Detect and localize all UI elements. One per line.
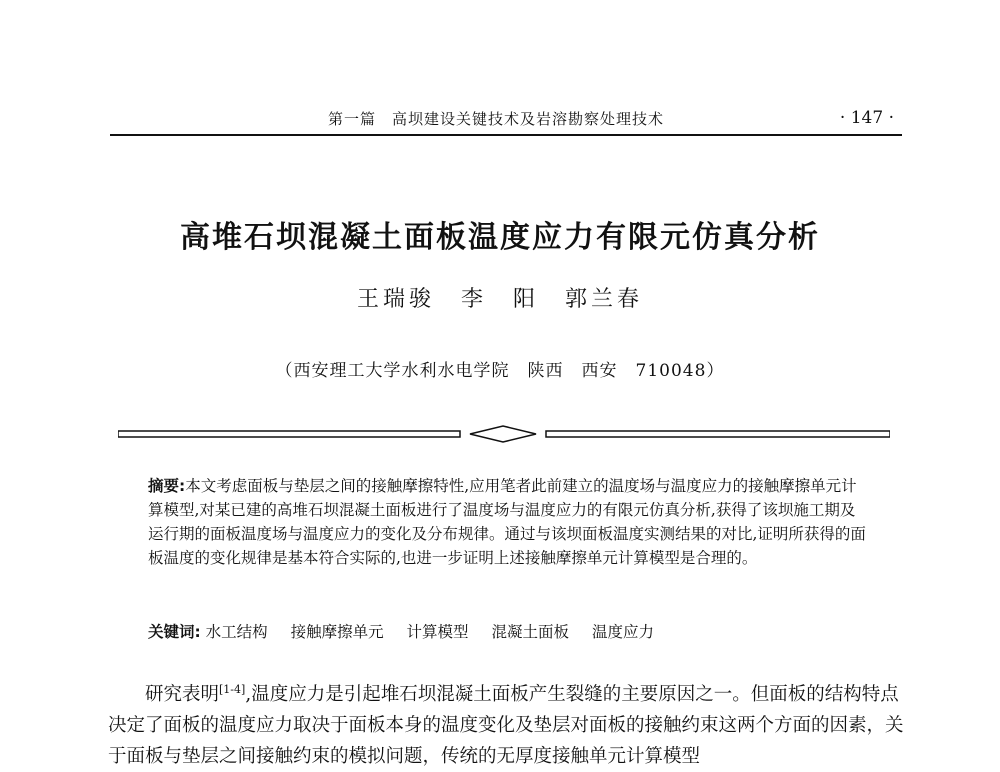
body-paragraph [108, 674, 904, 772]
keywords [148, 620, 868, 642]
running-header [110, 104, 902, 138]
keyword: 混凝土面板 [491, 623, 570, 641]
divider-diamond [470, 426, 536, 442]
running-header-title: 第一篇 高坝建设关键技术及岩溶勘察处理技术 [328, 110, 665, 128]
citation-marker: [1-4] [219, 683, 246, 696]
author-list: 王瑞骏 李 阳 郭兰春 [356, 287, 643, 312]
abstract [148, 474, 868, 570]
divider-right-bar [546, 431, 890, 437]
keyword: 接触摩擦单元 [290, 623, 384, 641]
page-number: · 147 · [839, 108, 894, 128]
affiliation: （西安理工大学水利水电学院 陕西 西安 710048） [275, 361, 725, 381]
abstract-text: 本文考虑面板与垫层之间的接触摩擦特性,应用笔者此前建立的温度场与温度应力的接触摩擦单元计算模型,对某已建的高堆石坝混凝土面板进行了温度场与温度应力的有限元仿真分析,获得了该坝施工期及运行期的面板温度场与温度应力的变化及分布规律。通过与该坝面板温度实测结果的对比,证明所获得的面板温度的变化规律是基本符合实际的,也进一步证明上述接触摩擦单元计算模型是合理的。 [148, 477, 866, 567]
body-intro-start: 研究表明 [145, 684, 220, 706]
divider-left-bar [118, 431, 460, 437]
paper-title: 高堆石坝混凝土面板温度应力有限元仿真分析 [180, 220, 820, 255]
ornamental-divider [118, 424, 890, 444]
keywords-label: 关键词: [148, 623, 201, 641]
keyword: 计算模型 [406, 623, 469, 641]
header-rule [110, 134, 902, 136]
keyword: 温度应力 [591, 623, 654, 641]
body-intro-rest: ,温度应力是引起堆石坝混凝土面板产生裂缝的主要原因之一。但面板的结构特点决定了面板的温度应力取决于面板本身的温度变化及垫层对面板的接触约束这两个方面的因素，关于面板与垫层之间接触约束的模拟问题，传统的无厚度接触单元计算模型 [108, 684, 904, 768]
keyword: 水工结构 [205, 623, 268, 641]
abstract-label: 摘要: [148, 477, 186, 495]
